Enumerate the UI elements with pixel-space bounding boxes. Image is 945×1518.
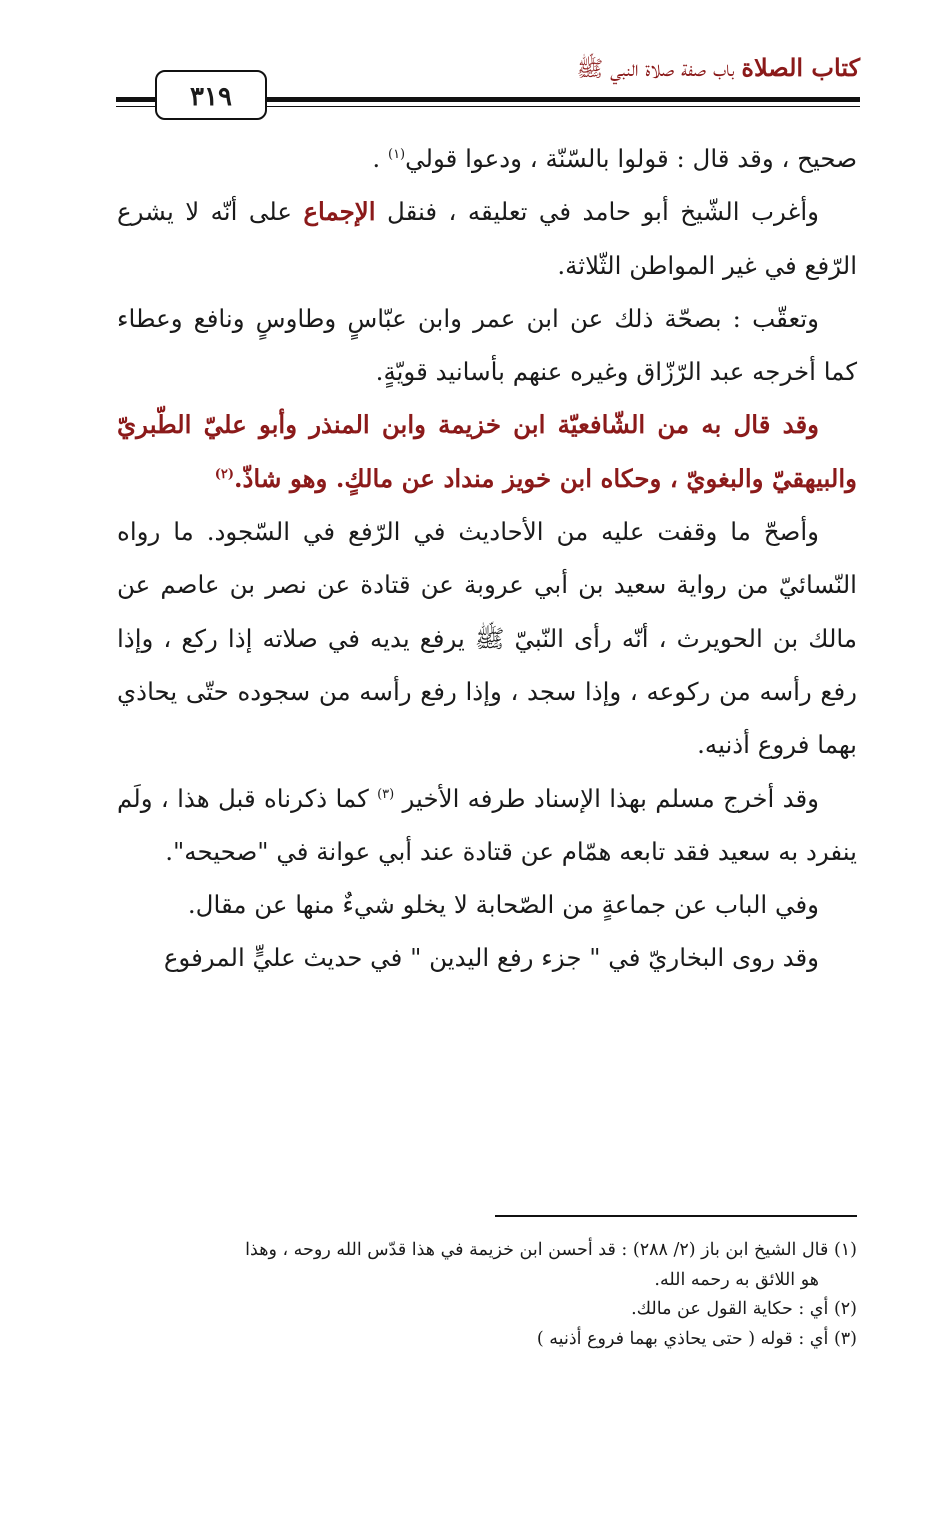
footnote-number: (١) xyxy=(833,1240,857,1260)
footnote-number: (٢) xyxy=(833,1299,857,1319)
book-title: كتاب الصلاة xyxy=(741,53,860,82)
footnote xyxy=(100,1295,857,1325)
footnote-number: (٣) xyxy=(833,1328,857,1349)
text-run: على أنّه لا يشرع الرّفع في غير المواطن الثّلاثة. xyxy=(117,197,857,280)
paragraph xyxy=(117,185,857,292)
footnote-ref[interactable]: (٢) xyxy=(214,466,234,482)
paragraph xyxy=(117,132,857,185)
footnote-separator xyxy=(495,1215,857,1217)
highlighted-term: الإجماع xyxy=(303,197,376,227)
chapter-title: باب صفة صلاة النبي ﷺ xyxy=(576,57,735,82)
text-run: وأصحّ ما وقفت عليه من الأحاديث في الرّفع في السّجود. ما رواه النّسائيّ من رواية سعيد بن أبي عروبة عن قتادة عن نصر بن عاصم عن مالك بن الحويرث ، أنّه رأى النّبيّ ﷺ يرفع يديه في صلاته إذا ركع ، وإذا رفع رأسه من ركوعه ، وإذا سجد ، وإذا رفع رأسه من سجوده حتّى يحاذي بهما فروع أذنيه. xyxy=(117,517,857,760)
footnote xyxy=(100,1325,857,1355)
text-run: صحيح ، وقد قال : قولوا بالسّنّة ، ودعوا قولي xyxy=(405,144,857,173)
footnote-ref[interactable]: (١) xyxy=(387,146,406,162)
paragraph xyxy=(117,772,857,879)
text-run: وقد أخرج مسلم بهذا الإسناد طرفه الأخير xyxy=(394,783,819,813)
text-run: . xyxy=(372,144,388,173)
paragraph xyxy=(117,505,857,771)
footnote xyxy=(100,1236,857,1266)
text-run: وأغرب الشّيخ أبو حامد في تعليقه ، فنقل xyxy=(375,197,819,227)
paragraph xyxy=(117,878,857,931)
body-text xyxy=(117,132,857,985)
paragraph xyxy=(117,931,857,984)
footnote-text: أي : حكاية القول عن مالك. xyxy=(631,1299,834,1319)
paragraph xyxy=(117,292,857,399)
footnote-ref[interactable]: (٣) xyxy=(377,786,395,802)
paragraph xyxy=(117,398,857,505)
text-run: كما ذكرناه قبل هذا ، ولَم ينفرد به سعيد فقد تابعه همّام عن قتادة عند أبي عوانة في "صحيحه". xyxy=(117,783,857,866)
text-run: وفي الباب عن جماعةٍ من الصّحابة لا يخلو شيءٌ منها عن مقال. xyxy=(187,890,819,920)
footnote-text: قال الشيخ ابن باز (٢/ ٢٨٨) : قد أحسن ابن خزيمة في هذا قدّس الله روحه ، وهذا xyxy=(245,1240,834,1260)
footnote-continuation: هو اللائق به رحمه الله. xyxy=(654,1269,819,1290)
running-header xyxy=(577,54,860,83)
text-run: وتعقّب : بصحّة ذلك عن ابن عمر وابن عبّاسٍ وطاوسٍ ونافع وعطاء كما أخرجه عبد الرّزّاق وغيره عنهم بأسانيد قويّةٍ. xyxy=(117,303,857,387)
footnotes xyxy=(100,1236,857,1354)
footnote-text: أي : قوله ( حتى يحاذي بهما فروع أذنيه ) xyxy=(536,1328,834,1349)
page-number: ٣١٩ xyxy=(155,70,267,120)
text-run: وقد روى البخاريّ في " جزء رفع اليدين " في حديث عليٍّ المرفوع xyxy=(163,943,819,973)
text-run: وقد قال به من الشّافعيّة ابن خزيمة وابن المنذر وأبو عليّ الطّبريّ والبيهقيّ والبغويّ ، وحكاه ابن خويز منداد عن مالكٍ. وهو شاذّ. xyxy=(117,410,857,493)
